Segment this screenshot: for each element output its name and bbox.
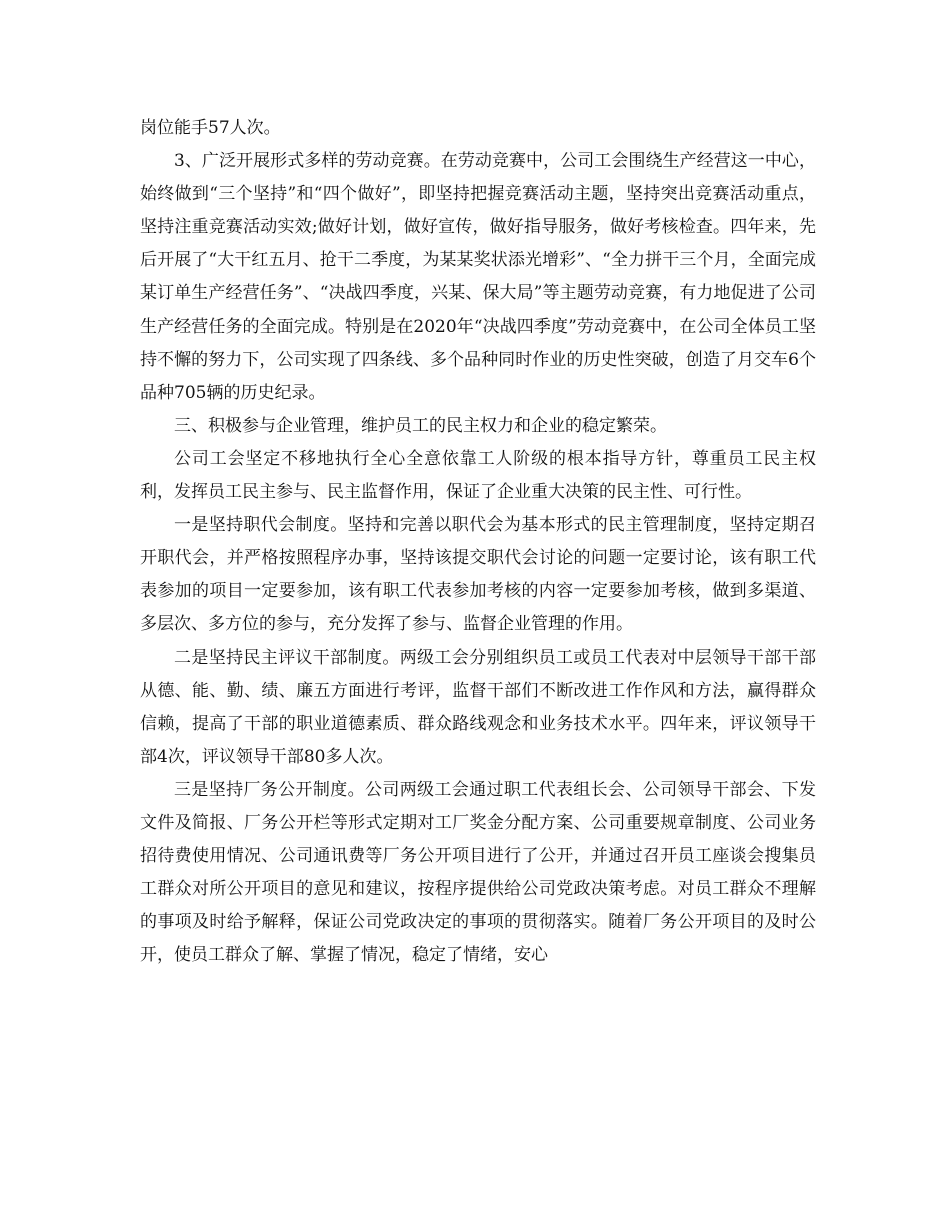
paragraph-1: 岗位能手57人次。 xyxy=(140,118,281,138)
paragraph-6: 二是坚持民主评议干部制度。两级工会分别组织员工或员工代表对中层领导干部干部从德、能、勤、绩、廉五方面进行考评，监督干部们不断改进工作作风和方法，赢得群众信赖，提高了干部的职业道德素质、群众路线观念和业务技术水平。四年来，评议领导干部4次，评议领导干部80多人次。 xyxy=(140,647,816,767)
document-page xyxy=(140,112,816,972)
paragraph-2: 3、广泛开展形式多样的劳动竞赛。在劳动竞赛中，公司工会围绕生产经营这一中心，始终做到“三个坚持”和“四个做好”，即坚持把握竞赛活动主题，坚持突出竞赛活动重点，坚持注重竞赛活动实效;做好计划，做好宣传，做好指导服务，做好考核检查。四年来，先后开展了“大干红五月、抢干二季度，为某某奖状添光增彩”、“全力拼干三个月，全面完成某订单生产经营任务”、“决战四季度，兴某、保大局”等主题劳动竞赛，有力地促进了公司生产经营任务的全面完成。特别是在2020年“决战四季度”劳动竞赛中，在公司全体员工坚持不懈的努力下，公司实现了四条线、多个品种同时作业的历史性突破，创造了月交车6个品种705辆的历史纪录。 xyxy=(140,151,816,403)
paragraph-3-heading: 三、积极参与企业管理，维护员工的民主权力和企业的稳定繁荣。 xyxy=(174,415,667,436)
paragraph-4: 公司工会坚定不移地执行全心全意依靠工人阶级的根本指导方针，尊重员工民主权利，发挥员工民主参与、民主监督作用，保证了企业重大决策的民主性、可行性。 xyxy=(140,448,816,503)
paragraph-7: 三是坚持厂务公开制度。公司两级工会通过职工代表组长会、公司领导干部会、下发文件及简报、厂务公开栏等形式定期对工厂奖金分配方案、公司重要规章制度、公司业务招待费使用情况、公司通讯费等厂务公开项目进行了公开，并通过召开员工座谈会搜集员工群众对所公开项目的意见和建议，按程序提供给公司党政决策考虑。对员工群众不理解的事项及时给予解释，保证公司党政决定的事项的贯彻落实。随着厂务公开项目的及时公开，使员工群众了解、掌握了情况，稳定了情绪，安心 xyxy=(140,779,816,966)
paragraph-5: 一是坚持职代会制度。坚持和完善以职代会为基本形式的民主管理制度，坚持定期召开职代会，并严格按照程序办事，坚持该提交职代会讨论的问题一定要讨论，该有职工代表参加的项目一定要参加，该有职工代表参加考核的内容一定要参加考核，做到多渠道、多层次、多方位的参与，充分发挥了参与、监督企业管理的作用。 xyxy=(140,515,816,635)
